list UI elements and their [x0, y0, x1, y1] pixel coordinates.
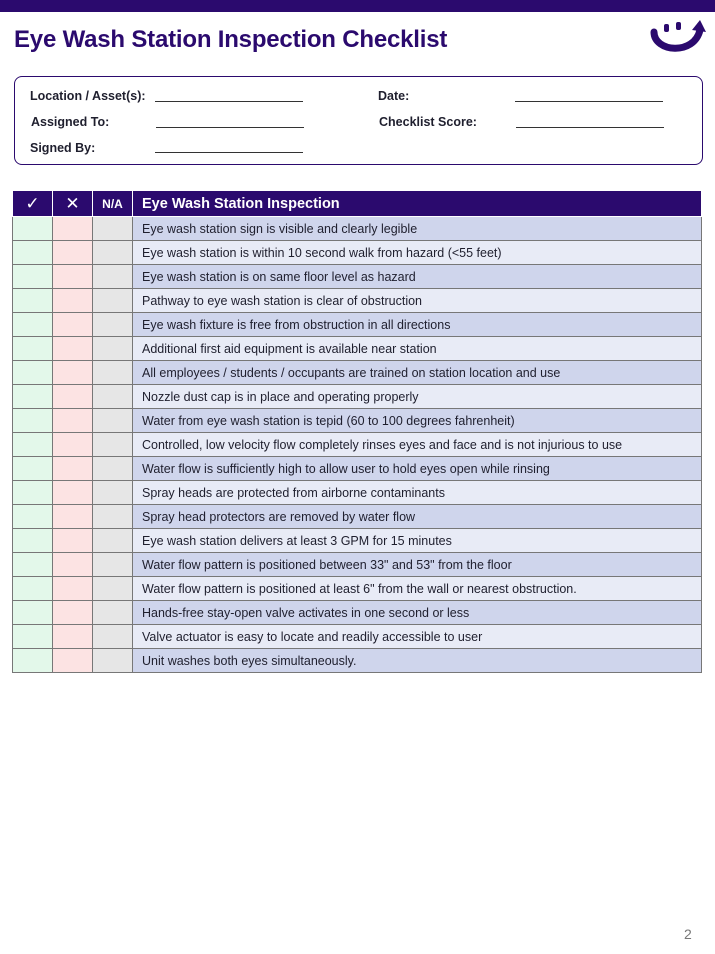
score-field[interactable]: [516, 127, 664, 128]
na-checkbox-cell[interactable]: [93, 337, 133, 361]
pass-checkbox-cell[interactable]: [13, 457, 53, 481]
assigned-field[interactable]: [156, 127, 304, 128]
signed-label: Signed By:: [30, 141, 96, 155]
pass-checkbox-cell[interactable]: [13, 217, 53, 241]
table-row: [13, 265, 702, 289]
header-item: Eye Wash Station Inspection: [133, 191, 702, 217]
fail-checkbox-cell[interactable]: [53, 529, 93, 553]
na-checkbox-cell[interactable]: [93, 313, 133, 337]
table-row: [13, 409, 702, 433]
checklist-item-text: Pathway to eye wash station is clear of obstruction: [133, 289, 702, 313]
fail-checkbox-cell[interactable]: [53, 625, 93, 649]
fail-checkbox-cell[interactable]: [53, 409, 93, 433]
pass-checkbox-cell[interactable]: [13, 577, 53, 601]
checklist-item-text: Eye wash fixture is free from obstruction in all directions: [133, 313, 702, 337]
table-row: [13, 625, 702, 649]
pass-checkbox-cell[interactable]: [13, 361, 53, 385]
fail-checkbox-cell[interactable]: [53, 649, 93, 673]
top-accent-bar: [0, 0, 715, 12]
page-title: Eye Wash Station Inspection Checklist: [14, 26, 448, 53]
na-checkbox-cell[interactable]: [93, 649, 133, 673]
fail-checkbox-cell[interactable]: [53, 217, 93, 241]
checklist-item-text: Water flow pattern is positioned between 33" and 53" from the floor: [133, 553, 702, 577]
table-row: [13, 217, 702, 241]
checklist-item-text: Eye wash station sign is visible and clearly legible: [133, 217, 702, 241]
checklist-item-text: Valve actuator is easy to locate and readily accessible to user: [133, 625, 702, 649]
table-row: [13, 241, 702, 265]
checklist-item-text: Eye wash station is within 10 second walk from hazard (<55 feet): [133, 241, 702, 265]
table-row: [13, 385, 702, 409]
table-row: [13, 313, 702, 337]
fail-checkbox-cell[interactable]: [53, 457, 93, 481]
fail-checkbox-cell[interactable]: [53, 289, 93, 313]
table-row: [13, 577, 702, 601]
na-checkbox-cell[interactable]: [93, 385, 133, 409]
na-checkbox-cell[interactable]: [93, 457, 133, 481]
date-field[interactable]: [515, 101, 663, 102]
checklist-item-text: Water from eye wash station is tepid (60 to 100 degrees fahrenheit): [133, 409, 702, 433]
pass-checkbox-cell[interactable]: [13, 241, 53, 265]
pass-checkbox-cell[interactable]: [13, 625, 53, 649]
fail-checkbox-cell[interactable]: [53, 361, 93, 385]
inspection-info-box: [14, 76, 703, 165]
pass-checkbox-cell[interactable]: [13, 553, 53, 577]
na-checkbox-cell[interactable]: [93, 577, 133, 601]
table-row: [13, 529, 702, 553]
signed-field[interactable]: [155, 152, 303, 153]
pass-checkbox-cell[interactable]: [13, 313, 53, 337]
pass-checkbox-cell[interactable]: [13, 601, 53, 625]
pass-checkbox-cell[interactable]: [13, 337, 53, 361]
location-label: Location / Asset(s):: [30, 89, 146, 103]
smile-arrow-logo-icon: [650, 18, 706, 58]
inspection-checklist-table: [12, 190, 702, 673]
pass-checkbox-cell[interactable]: [13, 649, 53, 673]
table-row: [13, 601, 702, 625]
checklist-item-text: All employees / students / occupants are trained on station location and use: [133, 361, 702, 385]
fail-checkbox-cell[interactable]: [53, 505, 93, 529]
fail-checkbox-cell[interactable]: [53, 481, 93, 505]
na-checkbox-cell[interactable]: [93, 505, 133, 529]
fail-checkbox-cell[interactable]: [53, 265, 93, 289]
fail-checkbox-cell[interactable]: [53, 313, 93, 337]
checklist-item-text: Controlled, low velocity flow completely rinses eyes and face and is not injurious to use: [133, 433, 702, 457]
pass-checkbox-cell[interactable]: [13, 289, 53, 313]
checklist-item-text: Nozzle dust cap is in place and operating properly: [133, 385, 702, 409]
fail-checkbox-cell[interactable]: [53, 241, 93, 265]
na-checkbox-cell[interactable]: [93, 409, 133, 433]
checklist-item-text: Spray head protectors are removed by water flow: [133, 505, 702, 529]
pass-checkbox-cell[interactable]: [13, 529, 53, 553]
assigned-label: Assigned To:: [31, 115, 110, 129]
na-checkbox-cell[interactable]: [93, 361, 133, 385]
table-header-row: [13, 191, 702, 217]
na-checkbox-cell[interactable]: [93, 217, 133, 241]
na-checkbox-cell[interactable]: [93, 553, 133, 577]
checklist-item-text: Eye wash station delivers at least 3 GPM for 15 minutes: [133, 529, 702, 553]
date-label: Date:: [378, 89, 410, 103]
fail-checkbox-cell[interactable]: [53, 385, 93, 409]
table-row: [13, 457, 702, 481]
na-checkbox-cell[interactable]: [93, 529, 133, 553]
fail-checkbox-cell[interactable]: [53, 433, 93, 457]
table-row: [13, 289, 702, 313]
checklist-item-text: Water flow is sufficiently high to allow user to hold eyes open while rinsing: [133, 457, 702, 481]
checklist-item-text: Additional first aid equipment is available near station: [133, 337, 702, 361]
pass-checkbox-cell[interactable]: [13, 505, 53, 529]
fail-checkbox-cell[interactable]: [53, 553, 93, 577]
checklist-item-text: Hands-free stay-open valve activates in one second or less: [133, 601, 702, 625]
na-checkbox-cell[interactable]: [93, 481, 133, 505]
na-checkbox-cell[interactable]: [93, 625, 133, 649]
fail-checkbox-cell[interactable]: [53, 337, 93, 361]
pass-checkbox-cell[interactable]: [13, 265, 53, 289]
pass-checkbox-cell[interactable]: [13, 385, 53, 409]
checklist-item-text: Spray heads are protected from airborne contaminants: [133, 481, 702, 505]
pass-checkbox-cell[interactable]: [13, 409, 53, 433]
na-checkbox-cell[interactable]: [93, 433, 133, 457]
page-number: 2: [684, 926, 692, 942]
checklist-item-text: Eye wash station is on same floor level as hazard: [133, 265, 702, 289]
table-body: [13, 217, 702, 673]
fail-checkbox-cell[interactable]: [53, 601, 93, 625]
pass-checkbox-cell[interactable]: [13, 481, 53, 505]
na-checkbox-cell[interactable]: [93, 265, 133, 289]
table-row: [13, 337, 702, 361]
table-row: [13, 433, 702, 457]
pass-checkbox-cell[interactable]: [13, 433, 53, 457]
fail-checkbox-cell[interactable]: [53, 577, 93, 601]
table-row: [13, 361, 702, 385]
table-row: [13, 505, 702, 529]
na-checkbox-cell[interactable]: [93, 289, 133, 313]
location-field[interactable]: [155, 101, 303, 102]
score-label: Checklist Score:: [379, 115, 477, 129]
checklist-item-text: Unit washes both eyes simultaneously.: [133, 649, 702, 673]
table-row: [13, 481, 702, 505]
na-checkbox-cell[interactable]: [93, 241, 133, 265]
table-row: [13, 649, 702, 673]
header-fail-icon: ✕: [53, 191, 93, 217]
header-na: N/A: [93, 191, 133, 217]
checklist-item-text: Water flow pattern is positioned at least 6" from the wall or nearest obstruction.: [133, 577, 702, 601]
na-checkbox-cell[interactable]: [93, 601, 133, 625]
header-check-icon: ✓: [13, 191, 53, 217]
table-row: [13, 553, 702, 577]
